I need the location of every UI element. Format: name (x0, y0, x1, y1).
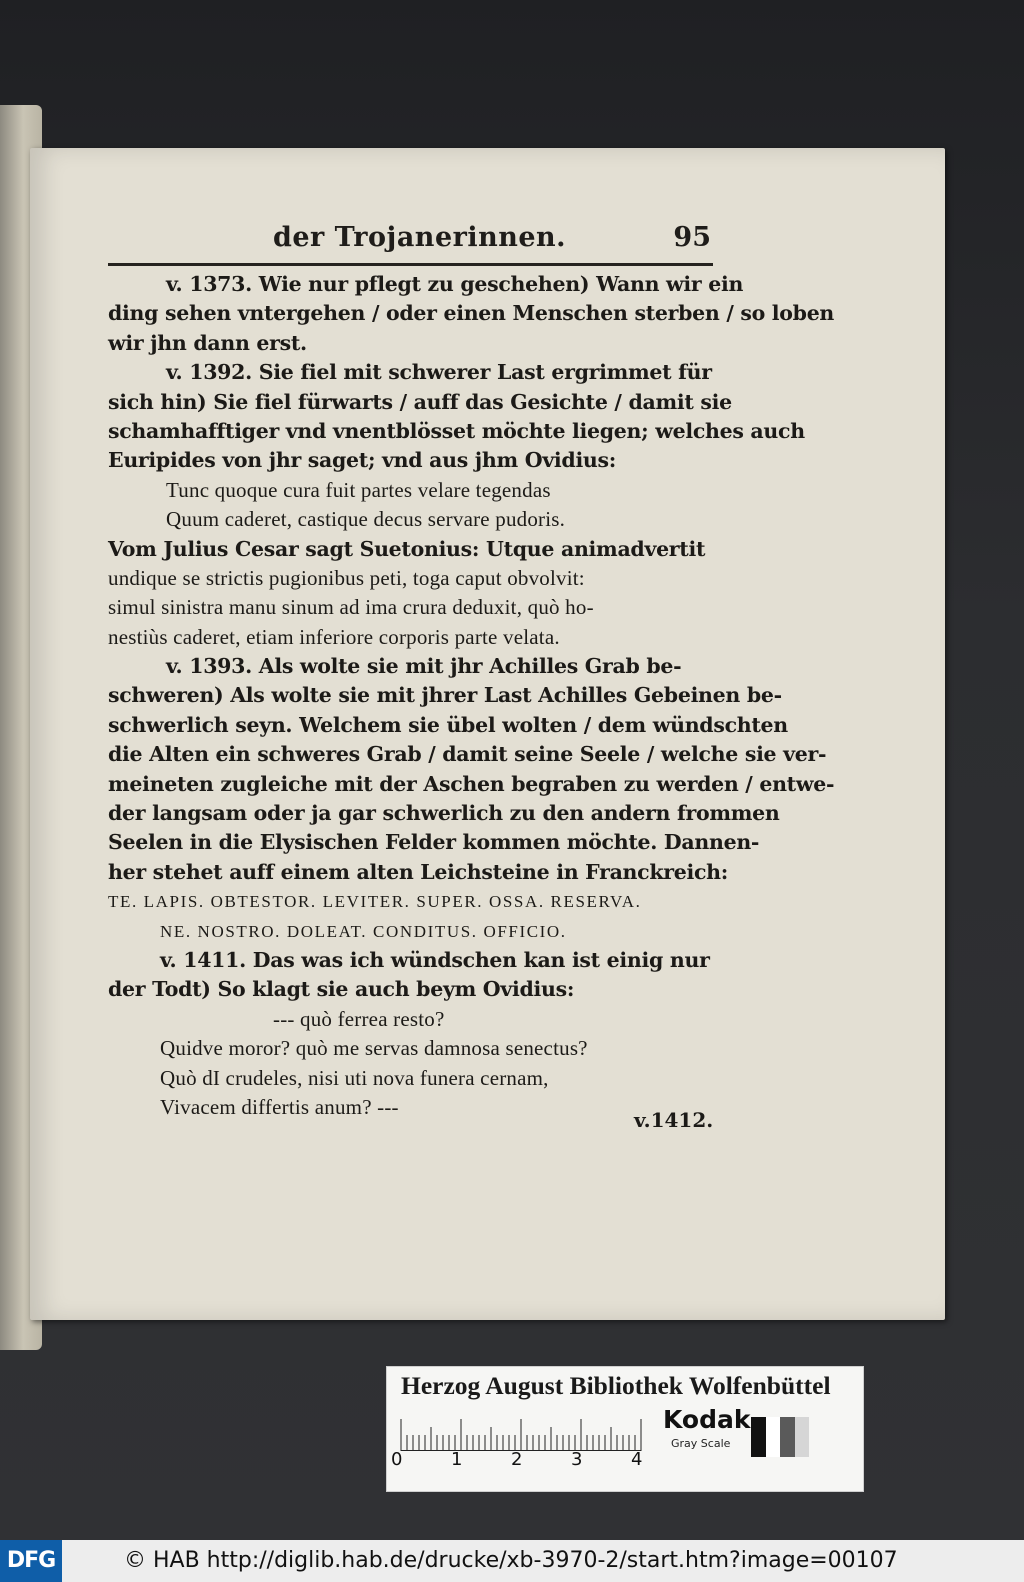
text-line: Quò dI crudeles, nisi uti nova funera cernam, (160, 1065, 549, 1090)
text-line: der langsam oder ja gar schwerlich zu den andern frommen (108, 801, 780, 826)
text-line: der Todt) So klagt sie auch beym Ovidius: (108, 977, 575, 1002)
text-line: v. 1392. Sie fiel mit schwerer Last ergrimmet für (166, 360, 712, 385)
text-line: schweren) Als wolte sie mit jhrer Last Achilles Gebeinen be- (108, 683, 782, 708)
ruler-label: 2 (511, 1449, 523, 1470)
dfg-logo: DFG (0, 1540, 62, 1582)
text-line: meineten zugleiche mit der Aschen begraben zu werden / entwe- (108, 771, 835, 796)
text-line: Quidve moror? quò me servas damnosa senectus? (160, 1036, 588, 1061)
ruler-label: 0 (391, 1449, 403, 1470)
page-header (108, 218, 713, 268)
text-line: ding sehen vntergehen / oder einen Menschen sterben / so loben (108, 301, 835, 326)
text-line: undique se strictis pugionibus peti, toga caput obvolvit: (108, 565, 585, 590)
text-line: --- quò ferrea resto? (273, 1006, 445, 1031)
text-line: simul sinistra manu sinum ad ima crura deduxit, quò ho- (108, 595, 594, 620)
gray-patch (751, 1417, 766, 1457)
text-line: die Alten ein schweres Grab / damit seine Seele / welche sie ver- (108, 742, 827, 767)
text-line: schwerlich seyn. Welchem sie übel wolten / dem wündschten (108, 712, 788, 737)
catchword: v.1412. (634, 1108, 714, 1132)
text-line: Quum caderet, castique decus servare pudoris. (166, 507, 566, 532)
header-rule (108, 263, 713, 266)
text-line: v. 1393. Als wolte sie mit jhr Achilles Grab be- (166, 654, 682, 679)
gray-scale-label: Gray Scale (671, 1437, 731, 1450)
text-line: v. 1373. Wie nur pflegt zu geschehen) Wann wir ein (166, 272, 744, 296)
kodak-brand: Kodak (663, 1405, 751, 1434)
running-head: der Trojanerinnen. (273, 222, 567, 253)
page-number: 95 (673, 222, 711, 253)
text-line: Tunc quoque cura fuit partes velare tegendas (166, 477, 551, 502)
footer-bar (0, 1540, 1024, 1582)
text-line: sich hin) Sie fiel fürwarts / auff das Gesichte / damit sie (108, 389, 732, 414)
text-line: wir jhn dann erst. (108, 330, 307, 355)
text-line: v. 1411. Das was ich wündschen kan ist einig nur (160, 947, 710, 972)
color-scale-card (386, 1366, 864, 1492)
gray-patch (795, 1417, 810, 1457)
page-text (108, 270, 835, 1122)
copyright-link[interactable]: © HAB http://diglib.hab.de/drucke/xb-3970-2/start.htm?image=00107 (124, 1548, 898, 1573)
gray-patch (766, 1417, 781, 1457)
library-name: Herzog August Bibliothek Wolfenbüttel (401, 1371, 831, 1400)
text-line: Vom Julius Cesar sagt Suetonius: Utque animadvertit (108, 536, 706, 561)
text-line: Vivacem differtis anum? --- (160, 1094, 399, 1119)
text-line: her stehet auff einem alten Leichsteine in Franckreich: (108, 859, 729, 884)
ruler-label: 1 (451, 1449, 463, 1470)
ruler-label: 3 (571, 1449, 583, 1470)
ruler-label: 4 (631, 1449, 643, 1470)
text-line: schamhafftiger vnd vnentblösset möchte liegen; welches auch (108, 418, 805, 443)
gray-patches (751, 1417, 809, 1457)
text-line: TE. LAPIS. OBTESTOR. LEVITER. SUPER. OSSA. RESERVA. (108, 892, 642, 912)
text-line: NE. NOSTRO. DOLEAT. CONDITUS. OFFICIO. (160, 921, 567, 941)
ruler-labels (391, 1449, 651, 1473)
gray-patch (780, 1417, 795, 1457)
text-line: nestiùs caderet, etiam inferiore corporis parte velata. (108, 624, 560, 649)
text-line: Seelen in die Elysischen Felder kommen möchte. Dannen- (108, 830, 760, 855)
text-line: Euripides von jhr saget; vnd aus jhm Ovidius: (108, 448, 617, 473)
ruler-ticks (399, 1417, 644, 1451)
